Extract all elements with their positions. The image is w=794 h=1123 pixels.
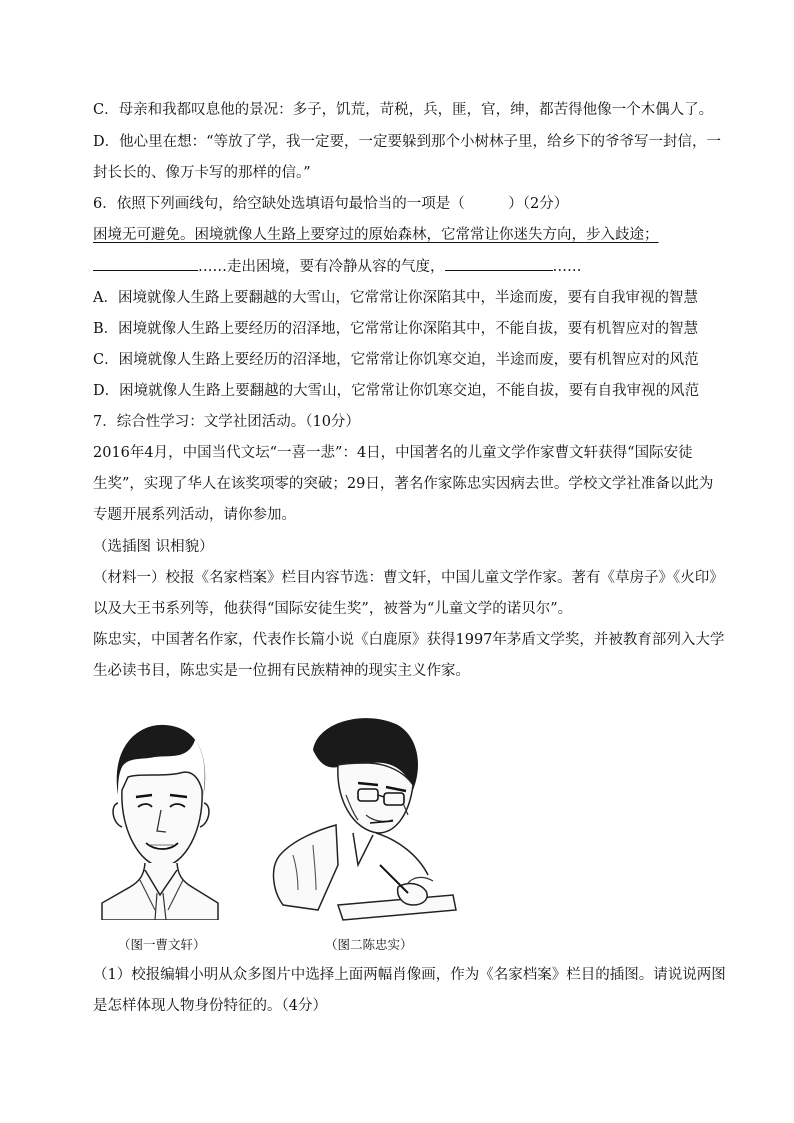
- option-d-line-continued: 封长长的、像万卡写的那样的信。”: [93, 165, 311, 181]
- blank-1: [93, 256, 198, 271]
- figure-2-caption: （图二陈忠实）: [325, 937, 413, 952]
- material-1-line-4: 生必读书目，陈忠实是一位拥有民族精神的现实主义作家。: [93, 663, 470, 679]
- option-c-line: C．母亲和我都叹息他的景况：多子，饥荒，苛税，兵，匪，官，绅，都苦得他像一个木偶人了。: [93, 102, 714, 118]
- portrait-chen-zhongshi-image: [258, 705, 463, 927]
- blank-middle-text: ……走出困境，要有冷静从容的气度，: [198, 259, 445, 275]
- sub-question-1-line-1: （1）校报编辑小明从众多图片中选择上面两幅肖像画，作为《名家档案》栏目的插图。请说说两图: [93, 967, 726, 983]
- underlined-intro: 困境无可避免。: [93, 227, 195, 243]
- sub-question-1-line-2: 是怎样体现人物身份特征的。（4分）: [93, 998, 327, 1014]
- material-1-line-2: 以及大王书系列等，他获得“国际安徒生奖”，被誉为“儿童文学的诺贝尔”。: [93, 601, 573, 617]
- blank-2: [445, 256, 553, 271]
- question-6-stem: 6．依照下列画线句，给空缺处选填语句最恰当的一项是（ ）（2分）: [93, 196, 569, 212]
- material-1-line-1: （材料一）校报《名家档案》栏目内容节选：曹文轩，中国儿童文学作家。著有《草房子》《火印》: [93, 570, 724, 586]
- answer-option-b: B．困境就像人生路上要经历的沼泽地，它常常让你深陷其中，不能自拔，要有机智应对的智慧: [93, 321, 699, 337]
- answer-option-a: A．困境就像人生路上要翻越的大雪山，它常常让你深陷其中，半途而废，要有自我审视的智慧: [93, 290, 698, 306]
- question-6-sentence: [93, 225, 659, 245]
- figure-1-caption: （图一曹文轩）: [118, 937, 206, 952]
- material-1-line-3: 陈忠实，中国著名作家，代表作长篇小说《白鹿原》获得1997年茅盾文学奖，并被教育部列入大学: [93, 632, 725, 648]
- blank-tail: ……: [552, 259, 582, 275]
- underlined-model-sentence: 困境就像人生路上要穿过的原始森林，它常常让你迷失方向，步入歧途；: [194, 227, 659, 243]
- section-subheading: （选插图 识相貌）: [93, 539, 214, 555]
- option-d-line: D．他心里在想：“等放了学，我一定要，一定要躲到那个小树林子里，给乡下的爷爷写一封信，一: [93, 134, 722, 150]
- question-7-intro-2: 生奖”，实现了华人在该奖项零的突破；29日，著名作家陈忠实因病去世。学校文学社准备以此为: [93, 476, 714, 492]
- question-7-intro-3: 专题开展系列活动，请你参加。: [93, 507, 296, 523]
- answer-option-c: C．困境就像人生路上要经历的沼泽地，它常常让你饥寒交迫，半途而废，要有机智应对的风范: [93, 352, 699, 368]
- portrait-cao-wenxuan-image: [100, 715, 220, 920]
- answer-option-d: D．困境就像人生路上要翻越的大雪山，它常常让你饥寒交迫，不能自拔，要有自我审视的风范: [93, 383, 700, 399]
- question-7-intro-1: 2016年4月，中国当代文坛“一喜一悲”：4日，中国著名的儿童文学作家曹文轩获得“国际安徒: [93, 445, 693, 461]
- question-6-blanks: [93, 256, 582, 277]
- question-7-heading: 7．综合性学习：文学社团活动。（10分）: [93, 414, 360, 430]
